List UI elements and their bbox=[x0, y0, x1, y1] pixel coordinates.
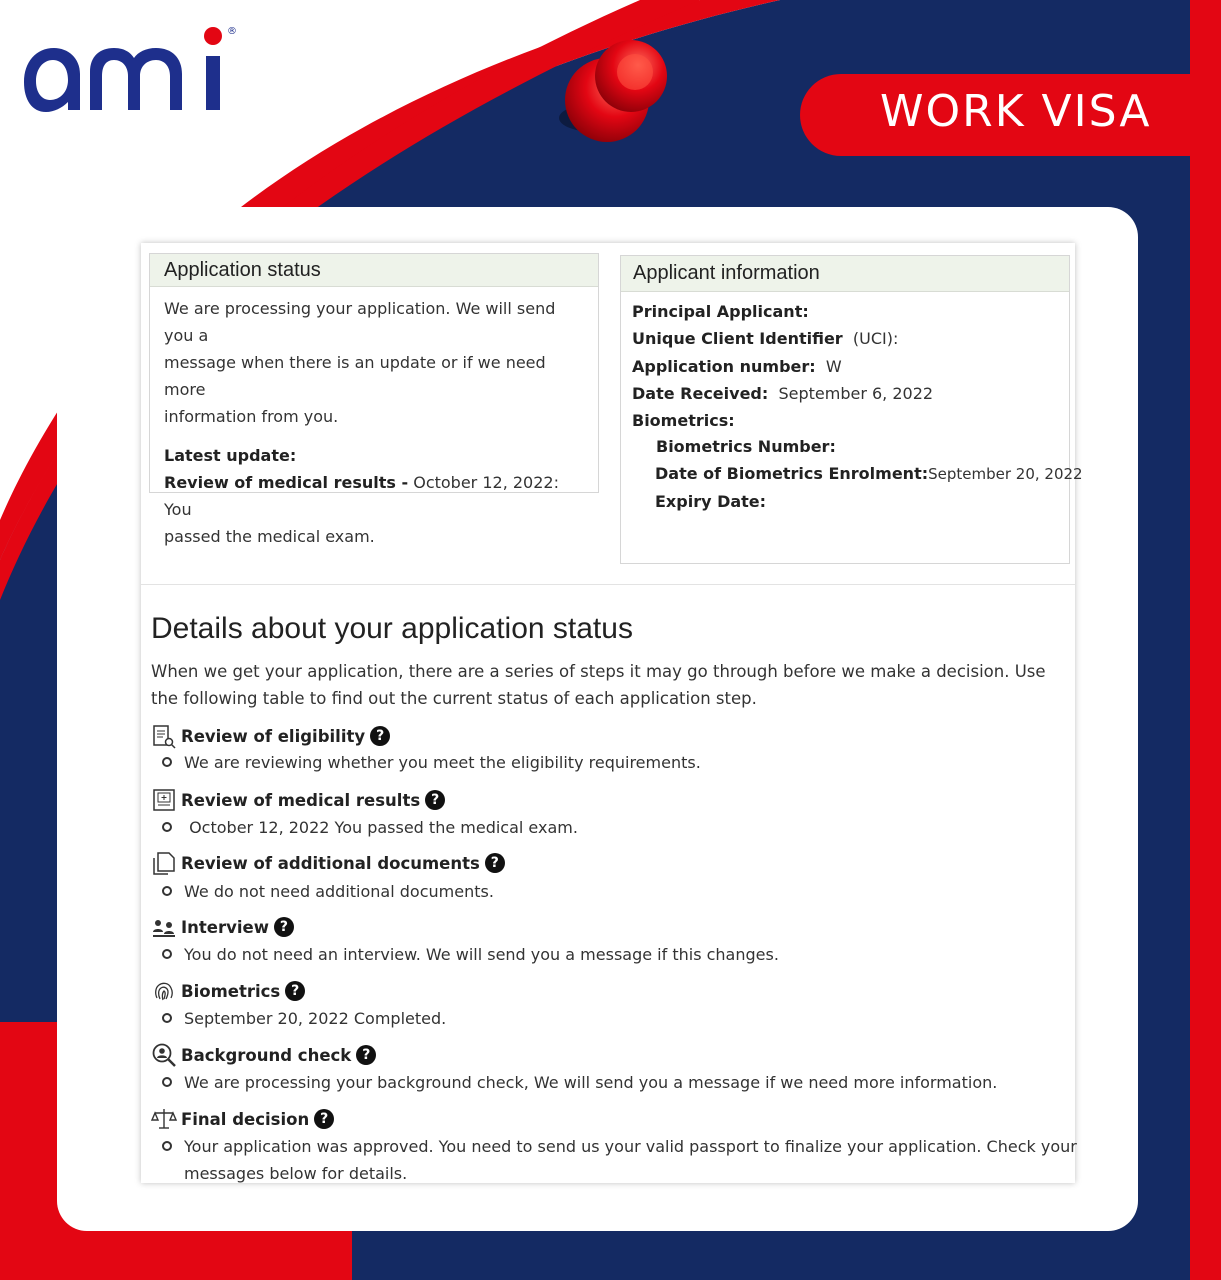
bullet-icon bbox=[162, 757, 172, 767]
push-pin-icon bbox=[555, 38, 675, 158]
status-message-line-1: We are processing your application. We will send you a bbox=[164, 299, 556, 345]
step-detail bbox=[162, 1133, 1077, 1160]
step-label: Background check bbox=[181, 1045, 352, 1065]
help-icon[interactable]: ? bbox=[285, 981, 305, 1001]
step-final-decision bbox=[151, 1106, 334, 1132]
latest-update-text-2: passed the medical exam. bbox=[164, 527, 375, 546]
step-detail-text: We do not need additional documents. bbox=[184, 882, 494, 901]
step-label: Review of medical results bbox=[181, 790, 421, 810]
step-detail-text: September 20, 2022 Completed. bbox=[184, 1009, 447, 1028]
latest-update-label: Latest update: bbox=[164, 446, 297, 465]
registered-mark: ® bbox=[227, 26, 237, 37]
bullet-icon bbox=[162, 822, 172, 832]
step-label: Review of additional documents bbox=[181, 853, 480, 873]
step-detail bbox=[162, 814, 578, 841]
step-detail bbox=[162, 941, 779, 968]
step-review-of-medical-results bbox=[151, 787, 445, 813]
bullet-icon bbox=[162, 1141, 172, 1151]
help-icon[interactable]: ? bbox=[314, 1109, 334, 1129]
biometrics-enrolment-label: Date of Biometrics Enrolment: bbox=[655, 464, 929, 483]
step-detail-text: October 12, 2022 You passed the medical exam. bbox=[184, 818, 578, 837]
medical-report-icon bbox=[151, 787, 177, 813]
step-label: Biometrics bbox=[181, 981, 281, 1001]
section-divider bbox=[141, 584, 1075, 585]
bullet-icon bbox=[162, 886, 172, 896]
step-review-of-eligibility bbox=[151, 723, 390, 749]
bullet-icon bbox=[162, 949, 172, 959]
application-status-panel bbox=[149, 253, 599, 546]
details-title: Details about your application status bbox=[151, 612, 633, 645]
step-label: Review of eligibility bbox=[181, 726, 366, 746]
principal-applicant-label: Principal Applicant: bbox=[632, 302, 809, 321]
step-detail bbox=[162, 878, 494, 905]
application-number-label: Application number: bbox=[632, 357, 816, 376]
help-icon[interactable]: ? bbox=[370, 726, 390, 746]
help-icon[interactable]: ? bbox=[425, 790, 445, 810]
status-message-line-3: information from you. bbox=[164, 407, 339, 426]
application-status-heading: Application status bbox=[150, 254, 598, 287]
biometrics-label: Biometrics: bbox=[632, 411, 735, 430]
step-detail bbox=[162, 1005, 446, 1032]
step-background-check bbox=[151, 1042, 376, 1068]
step-detail-text: We are processing your background check, We will send you a message if we need more information. bbox=[184, 1073, 998, 1092]
step-interview bbox=[151, 914, 294, 940]
date-received-label: Date Received: bbox=[632, 384, 769, 403]
step-detail-continued: messages below for details. bbox=[184, 1164, 408, 1183]
step-detail-text: We are reviewing whether you meet the eligibility requirements. bbox=[184, 753, 701, 772]
step-detail-text: Your application was approved. You need to send us your valid passport to finalize your application. Check your bbox=[184, 1137, 1077, 1156]
step-label: Final decision bbox=[181, 1109, 310, 1129]
help-icon[interactable]: ? bbox=[274, 917, 294, 937]
uci-label: Unique Client Identifier bbox=[632, 329, 843, 348]
step-biometrics bbox=[151, 978, 305, 1004]
biometrics-enrolment-value: September 20, 2022 bbox=[928, 465, 1083, 483]
ami-logo bbox=[22, 22, 242, 118]
step-label: Interview bbox=[181, 917, 269, 937]
scales-icon bbox=[151, 1106, 177, 1132]
applicant-information-heading: Applicant information bbox=[621, 256, 1069, 292]
step-detail bbox=[162, 749, 701, 776]
date-received-value: September 6, 2022 bbox=[778, 384, 934, 403]
step-detail-text: You do not need an interview. We will send you a message if this changes. bbox=[184, 945, 779, 964]
help-icon[interactable]: ? bbox=[356, 1045, 376, 1065]
biometrics-number-label: Biometrics Number: bbox=[656, 437, 836, 456]
uci-suffix: (UCI): bbox=[852, 329, 899, 348]
status-message-line-2: message when there is an update or if we need more bbox=[164, 353, 546, 399]
help-icon[interactable]: ? bbox=[485, 853, 505, 873]
documents-icon bbox=[151, 850, 177, 876]
fingerprint-icon bbox=[151, 978, 177, 1004]
latest-update-title: Review of medical results - bbox=[164, 473, 409, 492]
background-check-icon bbox=[151, 1042, 177, 1068]
expiry-date-label: Expiry Date: bbox=[655, 492, 767, 511]
bullet-icon bbox=[162, 1013, 172, 1023]
step-detail bbox=[162, 1069, 997, 1096]
interview-icon bbox=[151, 914, 177, 940]
latest-update-text: October 12, 2022: You bbox=[164, 473, 559, 519]
bullet-icon bbox=[162, 1077, 172, 1087]
details-intro: When we get your application, there are a series of steps it may go through before we make a decision. Use the following table to find out the current status of each application step. bbox=[151, 662, 1046, 708]
application-number-value: W bbox=[825, 357, 842, 376]
step-review-of-additional-documents bbox=[151, 850, 505, 876]
work-visa-title: WORK VISA bbox=[880, 86, 1152, 137]
clipboard-search-icon bbox=[151, 723, 177, 749]
